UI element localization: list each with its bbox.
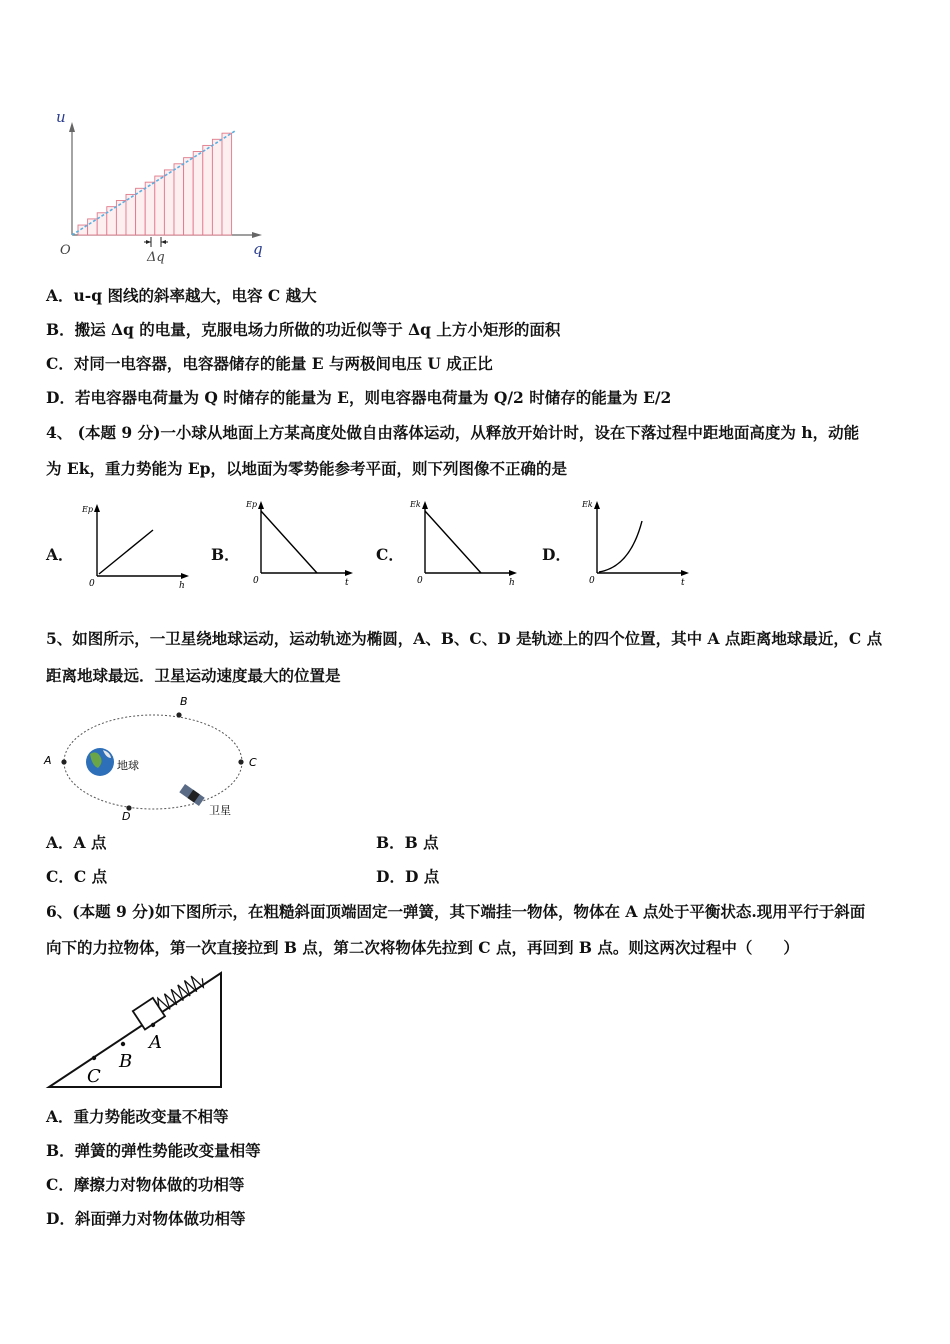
- orbit-diagram: [40, 692, 270, 822]
- charge-rectangle: [145, 182, 155, 235]
- charge-rectangle: [174, 164, 184, 235]
- ep-axis-label: Ep: [246, 500, 257, 509]
- charge-rectangle: [222, 133, 232, 235]
- u-axis-label: u: [56, 108, 66, 126]
- q6-stem-line2: 向下的力拉物体，第一次直接拉到 B 点，第二次将物体先拉到 C 点，再回到 B 点。则这两次过程中（ ）: [46, 938, 799, 957]
- uq-graph: [50, 100, 280, 265]
- origin-label: O: [60, 243, 71, 258]
- satellite-icon: [179, 784, 204, 806]
- origin-label: 0: [589, 576, 595, 586]
- q5-option-c[interactable]: C．C 点: [46, 867, 108, 886]
- q4-stem-line1: 4、 (本题 9 分)一小球从地面上方某高度处做自由落体运动，从释放开始计时，设在下落过程中距地面高度为 h，动能: [46, 423, 860, 442]
- charge-rectangle: [203, 145, 213, 235]
- q5-option-a[interactable]: A．A 点: [46, 833, 107, 852]
- q5-stem-line1: 5、如图所示，一卫星绕地球运动，运动轨迹为椭圆，A、B、C、D 是轨迹上的四个位置，其中 A 点距离地球最近，C 点: [46, 629, 883, 648]
- point-d-label: D: [122, 810, 131, 822]
- charge-rectangle: [136, 188, 146, 235]
- point-a-label: A: [149, 1032, 162, 1053]
- q3-option-d[interactable]: D．若电容器电荷量为 Q 时储存的能量为 E，则电容器电荷量为 Q/2 时储存的能量为 E/2: [46, 388, 672, 407]
- q4-option-d-label[interactable]: D．: [542, 545, 571, 564]
- q6-option-c[interactable]: C．摩擦力对物体做的功相等: [46, 1175, 245, 1194]
- origin-label: 0: [417, 576, 423, 586]
- q3-option-b[interactable]: B．搬运 Δq 的电量，克服电场力所做的功近似等于 Δq 上方小矩形的面积: [46, 320, 561, 339]
- t-axis-label: t: [345, 578, 349, 588]
- incline-diagram: [45, 965, 230, 1095]
- dq-label: Δq: [147, 250, 165, 265]
- q3-option-c[interactable]: C．对同一电容器，电容器储存的能量 E 与两极间电压 U 成正比: [46, 354, 493, 373]
- ek-axis-label: Ek: [410, 500, 421, 509]
- origin-label: 0: [253, 576, 259, 586]
- q4-stem-line2: 为 Ek，重力势能为 Ep，以地面为零势能参考平面，则下列图像不正确的是: [46, 459, 568, 478]
- origin-label: 0: [89, 579, 95, 589]
- charge-rectangle: [116, 201, 126, 235]
- charge-rectangle: [184, 158, 194, 235]
- q5-stem-line2: 距离地球最远．卫星运动速度最大的位置是: [46, 666, 341, 685]
- point-c-label: C: [87, 1066, 101, 1087]
- ep-axis-label: Ep: [82, 505, 93, 514]
- charge-rectangle: [107, 207, 117, 235]
- q4-option-b-label[interactable]: B．: [211, 545, 240, 564]
- satellite-label: 卫星: [209, 804, 231, 817]
- h-axis-label: h: [179, 581, 185, 591]
- point-b-label: B: [180, 695, 188, 708]
- q6-option-a[interactable]: A．重力势能改变量不相等: [46, 1107, 229, 1126]
- q-axis-label: q: [253, 240, 263, 258]
- q4-graph-a[interactable]: [80, 500, 195, 595]
- q4-graph-c[interactable]: [408, 495, 523, 590]
- q5-option-d[interactable]: D．D 点: [376, 867, 440, 886]
- q4-option-a-label[interactable]: A．: [46, 545, 74, 564]
- q6-option-b[interactable]: B．弹簧的弹性势能改变量相等: [46, 1141, 261, 1160]
- q3-option-a[interactable]: A．u-q 图线的斜率越大，电容 C 越大: [46, 286, 317, 305]
- q6-option-d[interactable]: D．斜面弹力对物体做功相等: [46, 1209, 246, 1228]
- charge-rectangle: [212, 139, 222, 235]
- q6-stem-line1: 6、(本题 9 分)如下图所示，在粗糙斜面顶端固定一弹簧，其下端挂一物体，物体在 A 点处于平衡状态.现用平行于斜面: [46, 902, 866, 921]
- q5-option-b[interactable]: B．B 点: [376, 833, 439, 852]
- charge-rectangle: [164, 170, 174, 235]
- point-c-label: C: [249, 756, 257, 769]
- q4-graph-b[interactable]: [244, 495, 359, 590]
- charge-rectangle: [88, 219, 98, 235]
- point-b-label: B: [119, 1051, 133, 1072]
- q4-option-c-label[interactable]: C．: [376, 545, 404, 564]
- q4-graph-d[interactable]: [580, 495, 695, 590]
- charge-rectangle: [193, 152, 203, 235]
- h-axis-label: h: [509, 578, 515, 588]
- earth-label: 地球: [117, 759, 139, 772]
- ek-axis-label: Ek: [582, 500, 593, 509]
- point-a-label: A: [44, 754, 52, 767]
- charge-rectangle: [155, 176, 165, 235]
- t-axis-label: t: [681, 578, 685, 588]
- earth-icon: [86, 748, 114, 776]
